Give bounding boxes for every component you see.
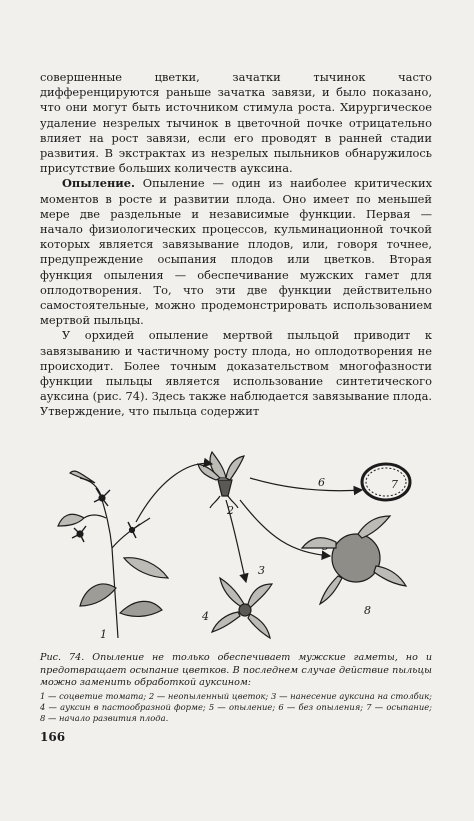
paragraph-2 bbox=[40, 176, 432, 328]
caption-legend: 1 — соцветие томата; 2 — неопыленный цветок; 3 — нанесение ауксина на столбик; 4 — ауксин в пастообразной форме; 5 — опыление; 6 — без опыления; 7 — осыпание; 8 — начало развития плода. bbox=[40, 690, 432, 723]
arrow-3-to-auxin bbox=[226, 500, 246, 582]
figure-label-3: 3 bbox=[258, 564, 265, 577]
figure-arrows bbox=[136, 463, 362, 582]
section-heading-pollination: Опыление. bbox=[62, 176, 135, 191]
paragraph-3: У орхидей опыление мертвой пыльцой приводит к завязыванию и частичному росту плода, но оплодотворения не происходит. Более точным доказательством многофазности функции пыльцы является использование синтетического ауксина (рис. 74). Здесь также наблюдается завязывание плода. Утверждение, что пыльца содержит bbox=[40, 328, 432, 419]
auxin-treated-flower-drawing bbox=[212, 578, 272, 638]
figure-label-1: 1 bbox=[100, 628, 107, 641]
paragraph-1: совершенные цветки, зачатки тычинок часто дифференцируются раньше зачатка завязи, и было показано, что они могут быть источником стимула роста. Хирургическое удаление незрелых тычинок в цветочной почке отрицательно влияет на рост завязи, если его проводят в ранней стадии развития. В экстрактах из незрелых пыльников обнаружилось присутствие больших количеств ауксина. bbox=[40, 70, 432, 176]
caption-main: Рис. 74. Опыление не только обеспечивает мужские гаметы, но и предотвращает осыпание цветков. В последнем случае действие пыльцы можно заменить обработкой ауксином: bbox=[40, 652, 432, 688]
figure-label-8: 8 bbox=[364, 604, 371, 617]
figure-74-illustration bbox=[40, 438, 440, 648]
figure-caption bbox=[40, 652, 432, 724]
arrow-inflorescence-to-flower bbox=[136, 463, 212, 522]
figure-label-2: 2 bbox=[227, 504, 234, 517]
figure-label-6: 6 bbox=[318, 476, 325, 489]
figure-label-7: 7 bbox=[391, 478, 398, 491]
abscission-ring-drawing bbox=[362, 464, 410, 500]
figure-label-4: 4 bbox=[202, 610, 209, 623]
tomato-inflorescence-drawing bbox=[58, 471, 168, 638]
arrow-6-to-abscission bbox=[250, 478, 362, 491]
paragraph-2-text: Опыление — один из наиболее критических моментов в росте и развитии плода. Оно имеет по меньшей мере две раздельные и независимые функции. Первая — начало физиологических процессов, кульминационной точкой которых является завязывание плодов, или, говоря точнее, предупреждение осыпания плодов или цветков. Вторая функция опыления — обеспечивание мужских гамет для оплодотворения. То, что эти две функции действительно самостоятельные, можно продемонстрировать использованием мертвой пыльцы. bbox=[40, 176, 432, 328]
unpollinated-flower-drawing bbox=[198, 452, 244, 508]
page-number: 166 bbox=[40, 730, 66, 744]
body-text bbox=[40, 70, 432, 420]
developing-fruit-drawing bbox=[302, 516, 406, 604]
